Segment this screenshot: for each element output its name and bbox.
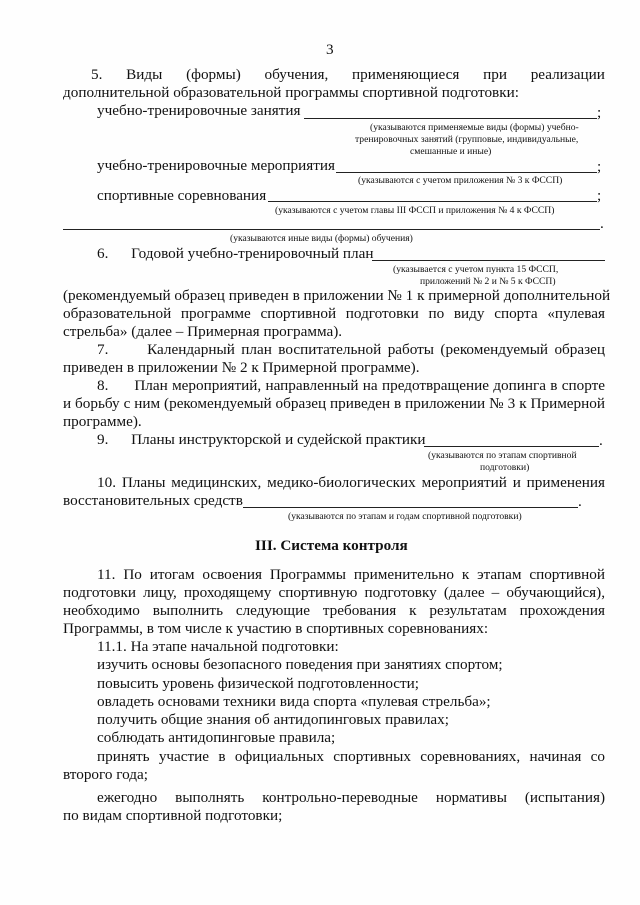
item10-blank xyxy=(243,507,578,508)
requirement-item: получить общие знания об антидопинговых правилах; xyxy=(97,711,449,728)
item10-line1: 10. Планы медицинских, медико-биологических мероприятий и применения xyxy=(97,474,605,491)
item10-line2-label: восстановительных средств xyxy=(63,492,243,509)
item7-line1: 7. Календарный план воспитательной работы (рекомендуемый образец xyxy=(97,341,605,358)
requirement-item: повысить уровень физической подготовленности; xyxy=(97,675,420,692)
item8-line1: 8. План мероприятий, направленный на предотвращение допинга в спорте xyxy=(97,377,605,394)
item7-line2: приведен в приложении № 2 к Примерной программе). xyxy=(63,359,420,376)
item9-note-2: подготовки) xyxy=(480,462,530,473)
compete-line1: принять участие в официальных спортивных соревнованиях, начиная со xyxy=(97,748,605,765)
item6-text-1: (рекомендуемый образец приведен в приложении № 1 к примерной дополнительной xyxy=(63,287,611,304)
item6-text-3: стрельба» (далее – Примерная программа). xyxy=(63,323,343,340)
section-heading: III. Система контроля xyxy=(255,537,408,554)
training-events-label: учебно-тренировочные мероприятия xyxy=(97,157,335,174)
training-events-blank xyxy=(336,172,597,173)
item6-note-1: (указывается с учетом пункта 15 ФССП, xyxy=(393,264,559,275)
item5-line1: 5. Виды (формы) обучения, применяющиеся при реализации xyxy=(91,66,605,83)
other-forms-note: (указываются иные виды (формы) обучения) xyxy=(230,233,413,244)
item9-label: 9. Планы инструкторской и судейской практики xyxy=(97,431,426,448)
training-events-note: (указываются с учетом приложения № 3 к ФССП) xyxy=(358,175,563,186)
compete-line2: второго года; xyxy=(63,766,148,783)
training-sessions-note-3: смешанные и иные) xyxy=(410,146,492,157)
annual-line1: ежегодно выполнять контрольно-переводные нормативы (испытания) xyxy=(97,789,605,806)
semicolon: ; xyxy=(597,187,602,204)
item6-blank xyxy=(372,260,605,261)
training-sessions-note-1: (указываются применяемые виды (формы) учебно- xyxy=(370,122,579,133)
period: . xyxy=(578,493,582,510)
item9-note-1: (указываются по этапам спортивной xyxy=(428,450,577,461)
p11-line4: Программы, в том числе к участию в спортивных соревнованиях: xyxy=(63,620,489,637)
period: . xyxy=(600,215,604,232)
competitions-label: спортивные соревнования xyxy=(97,187,267,204)
p11-line2: подготовки лицу, проходящему спортивную подготовку (далее – обучающийся), xyxy=(63,584,605,601)
other-forms-blank xyxy=(63,229,600,230)
item6-text-2: образовательной программе спортивной подготовки по виду спорта «пулевая xyxy=(63,305,605,322)
page-number: 3 xyxy=(326,41,334,58)
item6-label: 6. Годовой учебно-тренировочный план xyxy=(97,245,374,262)
training-sessions-note-2: тренировочных занятий (групповые, индивидуальные, xyxy=(355,134,579,145)
period: . xyxy=(599,432,603,449)
annual-line2: по видам спортивной подготовки; xyxy=(63,807,283,824)
item9-blank xyxy=(424,446,599,447)
p11-line3: необходимо выполнить следующие требования к результатам прохождения xyxy=(63,602,605,619)
competitions-note: (указываются с учетом главы III ФССП и приложения № 4 к ФССП) xyxy=(275,205,555,216)
p11-line1: 11. По итогам освоения Программы применительно к этапам спортивной xyxy=(97,566,605,583)
semicolon: ; xyxy=(597,104,602,121)
competitions-blank xyxy=(268,201,597,202)
item8-line2: и борьбу с ним (рекомендуемый образец приведен в приложении № 3 к Примерной xyxy=(63,395,605,412)
requirement-item: овладеть основами техники вида спорта «пулевая стрельба»; xyxy=(97,693,491,710)
training-sessions-blank xyxy=(304,118,597,119)
requirement-item: изучить основы безопасного поведения при занятиях спортом; xyxy=(97,656,503,673)
requirement-item: соблюдать антидопинговые правила; xyxy=(97,729,336,746)
item10-note: (указываются по этапам и годам спортивной подготовки) xyxy=(288,511,522,522)
item8-line3: программе). xyxy=(63,413,142,430)
item5-line2: дополнительной образовательной программы спортивной подготовки: xyxy=(63,84,519,101)
item6-note-2: приложений № 2 и № 5 к ФССП) xyxy=(420,276,556,287)
training-sessions-label: учебно-тренировочные занятия xyxy=(97,102,301,119)
p11-1-heading: 11.1. На этапе начальной подготовки: xyxy=(97,638,339,655)
semicolon: ; xyxy=(597,158,602,175)
